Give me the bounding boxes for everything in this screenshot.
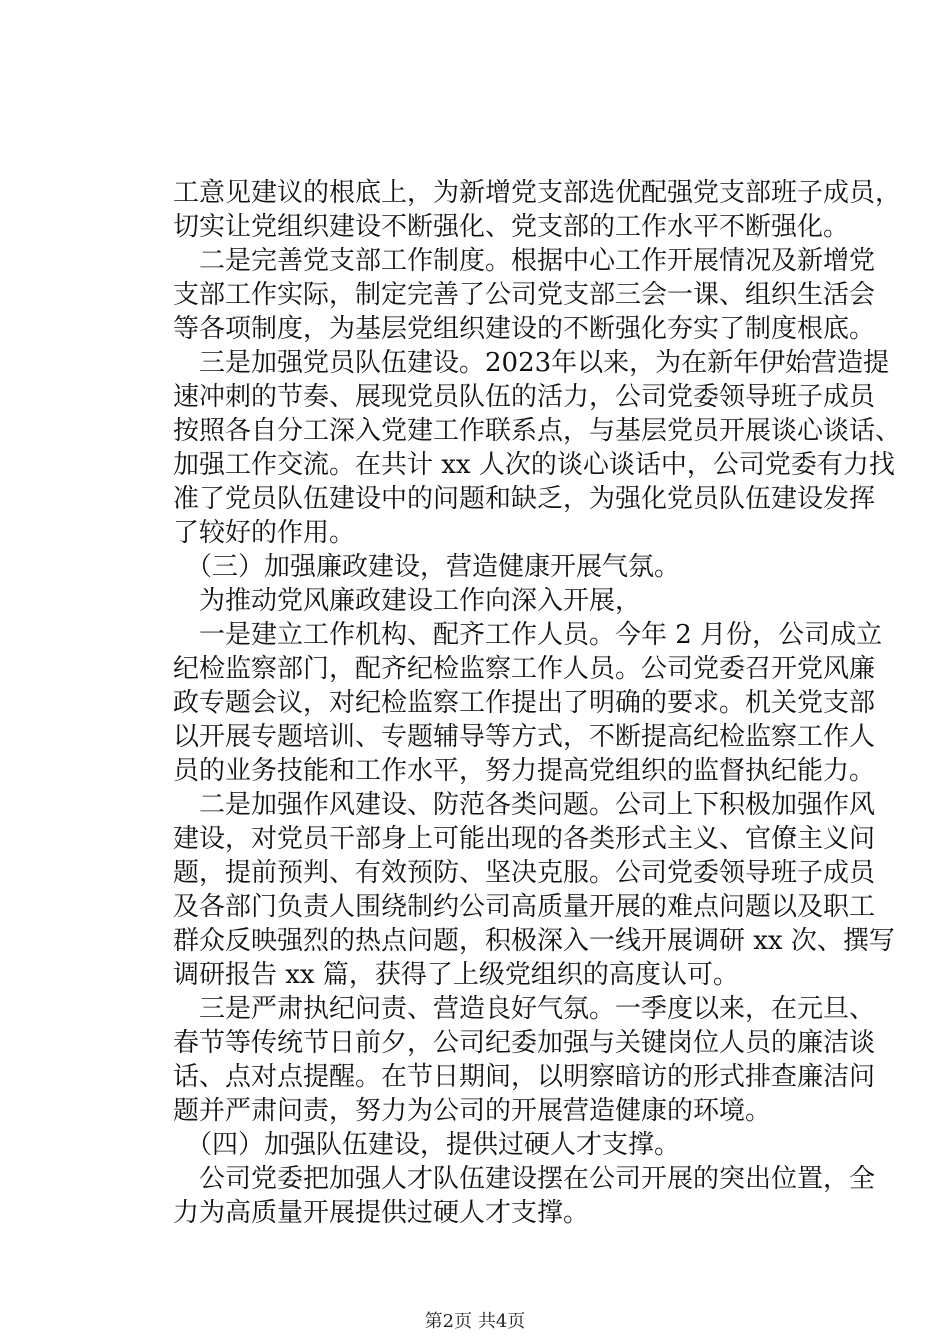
text-line: 春节等传统节日前夕，公司纪委加强与关键岗位人员的廉洁谈 [173,1028,876,1058]
text-line: 为推动党风廉政建设工作向深入开展， [173,586,642,616]
page-footer: 第2页 共4页 [424,1311,526,1332]
text-line: 话、点对点提醒。在节日期间，以明察暗访的形式排查廉洁问 [173,1062,876,1092]
text-line: 三是严肃执纪问责、营造良好气氛。一季度以来，在元旦、 [173,994,876,1024]
section-heading: （三）加强廉政建设，营造健康开展气氛。 [173,552,681,582]
text-line: 员的业务技能和工作水平，努力提高党组织的监督执纪能力。 [173,756,876,786]
text-line: 支部工作实际，制定完善了公司党支部三会一课、组织生活会 [173,280,876,310]
text-line: 以开展专题培训、专题辅导等方式，不断提高纪检监察工作人 [173,722,876,752]
text-line: 了较好的作用。 [173,518,356,548]
text-line: 公司党委把加强人才队伍建设摆在公司开展的突出位置，全 [173,1164,876,1194]
text-line: 三是加强党员队伍建设。2023年以来，为在新年伊始营造提 [173,348,890,378]
text-line: 二是完善党支部工作制度。根据中心工作开展情况及新增党 [173,246,876,276]
text-line: 加强工作交流。在共计 xx 人次的谈心谈话中，公司党委有力找 [173,450,895,480]
text-line: 建设，对党员干部身上可能出现的各类形式主义、官僚主义问 [173,824,876,854]
text-line: 题并严肃问责，努力为公司的开展营造健康的环境。 [173,1096,772,1126]
text-line: 纪检监察部门，配齐纪检监察工作人员。公司党委召开党风廉 [173,654,876,684]
text-line: 群众反映强烈的热点问题，积极深入一线开展调研 xx 次、撰写 [173,926,895,956]
text-line: 一是建立工作机构、配齐工作人员。今年 2 月份，公司成立 [173,620,883,650]
section-heading: （四）加强队伍建设，提供过硬人才支撑。 [173,1130,681,1160]
text-line: 及各部门负责人围绕制约公司高质量开展的难点问题以及职工 [173,892,876,922]
text-line: 切实让党组织建设不断强化、党支部的工作水平不断强化。 [173,212,850,242]
text-line: 题，提前预判、有效预防、坚决克服。公司党委领导班子成员 [173,858,876,888]
text-line: 等各项制度，为基层党组织建设的不断强化夯实了制度根底。 [173,314,876,344]
text-line: 政专题会议，对纪检监察工作提出了明确的要求。机关党支部 [173,688,876,718]
text-line: 力为高质量开展提供过硬人才支撑。 [173,1198,590,1228]
text-line: 调研报告 xx 篇，获得了上级党组织的高度认可。 [173,960,739,990]
text-line: 速冲刺的节奏、展现党员队伍的活力，公司党委领导班子成员 [173,382,876,412]
text-line: 工意见建议的根底上，为新增党支部选优配强党支部班子成员， [173,178,902,208]
text-line: 准了党员队伍建设中的问题和缺乏，为强化党员队伍建设发挥 [173,484,876,514]
text-line: 二是加强作风建设、防范各类问题。公司上下积极加强作风 [173,790,876,820]
text-line: 按照各自分工深入党建工作联系点，与基层党员开展谈心谈话、 [173,416,902,446]
